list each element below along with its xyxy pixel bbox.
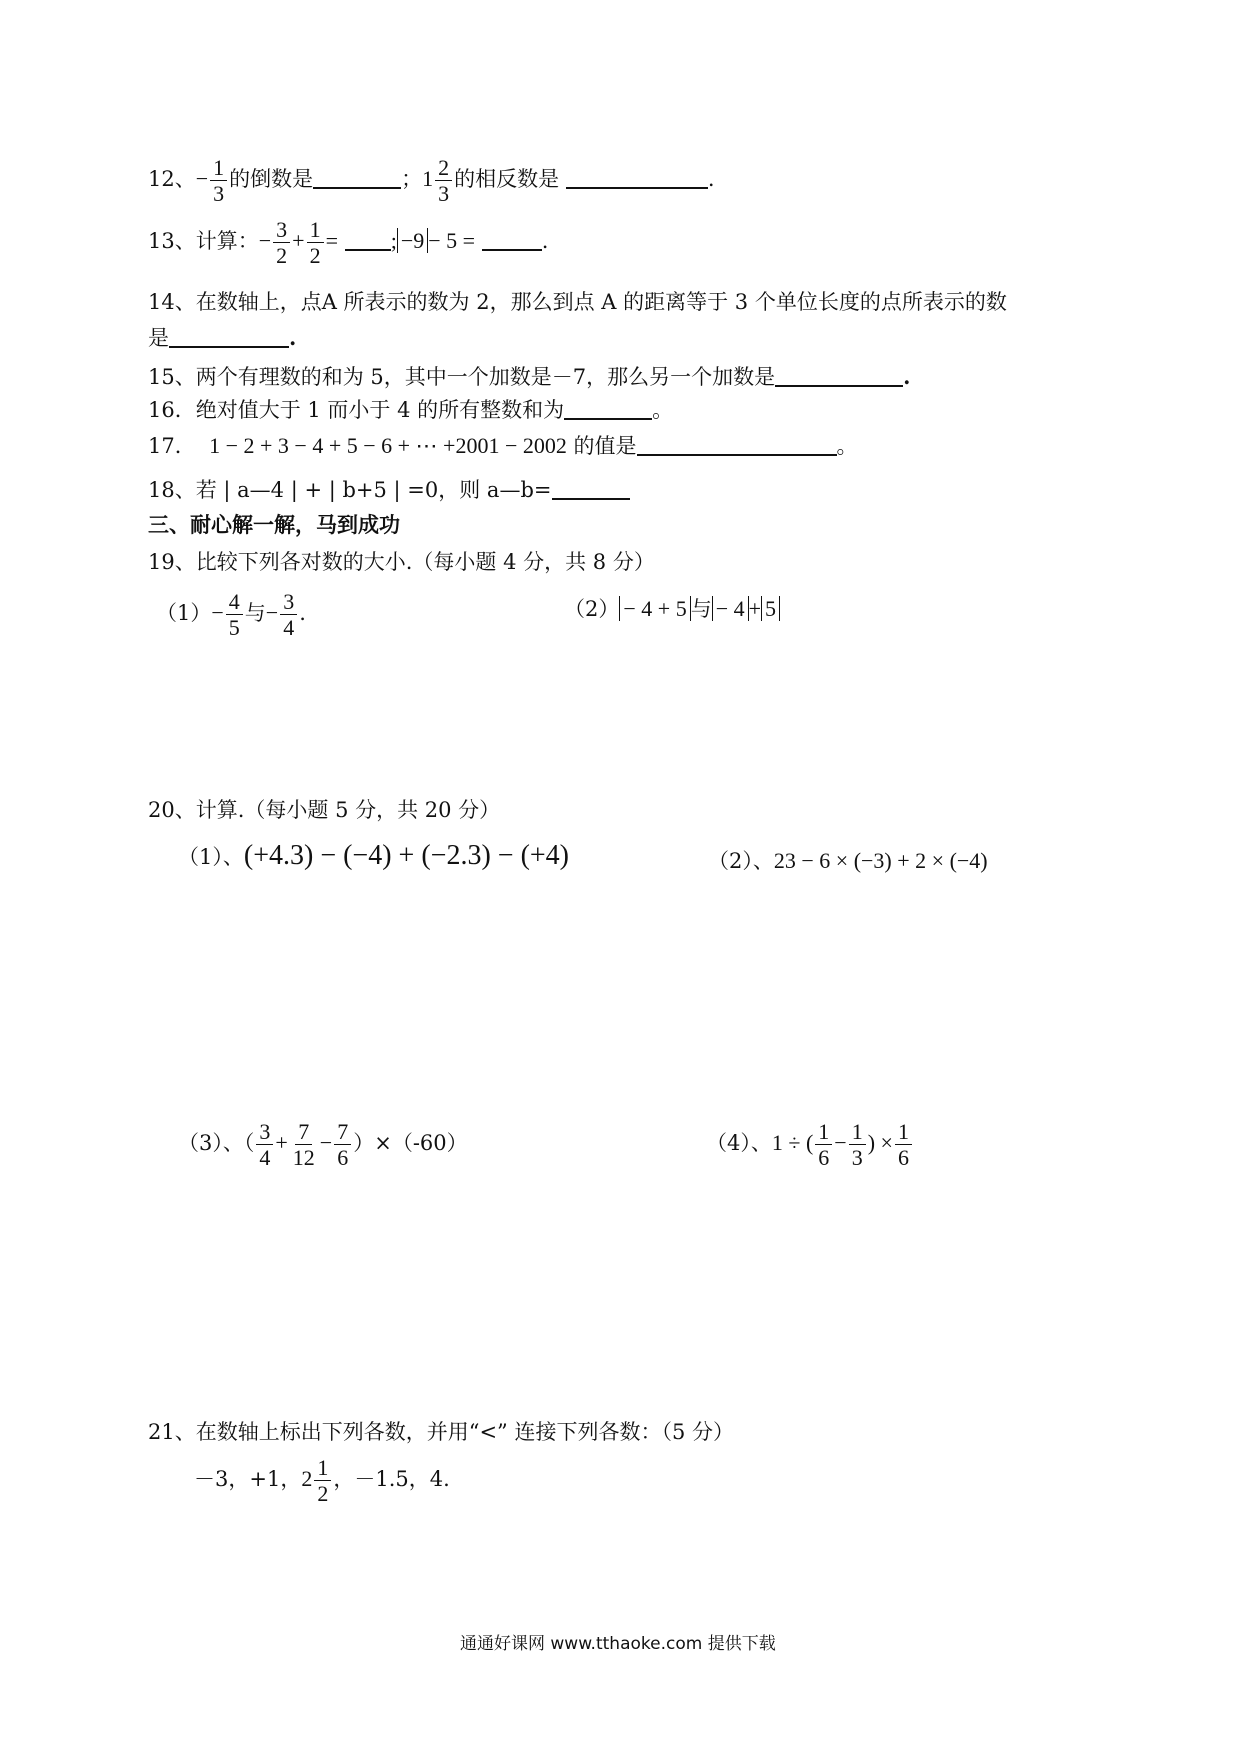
question-14-line1: [148, 292, 1007, 313]
question-text: 18、若 | a—4 | + | b+5 | =0，则 a—b=: [148, 478, 552, 502]
plus-sign: +: [275, 1130, 288, 1156]
question-21-numbers: [194, 1456, 450, 1505]
denominator: 6: [897, 1145, 909, 1171]
equals-sign: =: [325, 228, 338, 254]
fraction: [280, 590, 297, 639]
question-16: [148, 400, 673, 421]
expression-tail: ）×（-60）: [353, 1131, 468, 1156]
denominator: 2: [276, 243, 288, 269]
question-13: [148, 218, 548, 267]
denominator: 2: [309, 243, 321, 269]
numerator: 3: [273, 218, 290, 243]
question-19-part-2: [564, 598, 780, 620]
expression: − 5 =: [428, 228, 476, 254]
denominator: 12: [292, 1145, 315, 1171]
part-label: （3）、（: [178, 1131, 255, 1156]
question-number: 12、: [148, 167, 196, 192]
question-20-part-1: [178, 842, 569, 870]
question-text: 的相反数是: [454, 167, 560, 192]
answer-blank[interactable]: [564, 418, 652, 420]
question-21-heading: 21、在数轴上标出下列各数，并用“<” 连接下列各数：（5 分）: [148, 1420, 734, 1444]
denominator: 6: [818, 1145, 830, 1171]
numerator: 1: [895, 1120, 912, 1145]
answer-blank[interactable]: [775, 385, 903, 387]
answer-blank[interactable]: [637, 454, 837, 456]
question-text: 是: [148, 326, 169, 350]
question-19-heading: 19、比较下列各对数的大小.（每小题 4 分，共 8 分）: [148, 550, 655, 574]
fraction: [435, 156, 452, 205]
fraction: [314, 1456, 331, 1505]
expression: 1 ÷ (: [771, 1130, 814, 1156]
fraction: [849, 1120, 866, 1169]
numerator: 1: [849, 1120, 866, 1145]
period: .: [289, 325, 297, 350]
denominator: 6: [337, 1145, 349, 1171]
minus-sign: −: [834, 1130, 847, 1156]
question-20-part-3: [178, 1120, 468, 1169]
absolute-value: − 4 + 5: [619, 596, 690, 621]
denominator: 3: [213, 181, 225, 207]
period: .: [299, 601, 306, 626]
number-list: －3，+1，: [194, 1467, 302, 1492]
question-text: 的倒数是: [229, 167, 314, 192]
minus-sign: −: [265, 600, 279, 626]
separator: ;: [390, 228, 397, 254]
number-list: ，－1.5，4.: [333, 1467, 450, 1492]
part-label: （2）、: [708, 849, 774, 873]
minus-sign: −: [211, 600, 224, 626]
part-label: （4）、: [706, 1131, 772, 1156]
plus-sign: +: [748, 596, 762, 621]
page-footer: 通通好课网 www.tthaoke.com 提供下载: [460, 1634, 776, 1654]
absolute-value: −9: [397, 228, 428, 253]
part-label: （2）: [564, 597, 620, 621]
question-text: 15、两个有理数的和为 5，其中一个加数是－7，那么另一个加数是: [148, 365, 776, 389]
denominator: 5: [228, 615, 240, 641]
numerator: 7: [295, 1120, 312, 1145]
fraction: [256, 1120, 273, 1169]
period: 。: [836, 434, 858, 458]
numerator: 3: [256, 1120, 273, 1145]
expression: (+4.3) − (−4) + (−2.3) − (+4): [243, 840, 570, 871]
question-14-line2: [148, 327, 296, 349]
numerator: 1: [307, 218, 324, 243]
whole-part: 1: [422, 166, 434, 192]
plus-sign: +: [292, 228, 305, 254]
numerator: 1: [815, 1120, 832, 1145]
part-label: （1）、: [178, 845, 244, 869]
period: .: [541, 229, 549, 254]
question-20-part-4: [706, 1120, 914, 1169]
numerator: 1: [210, 156, 227, 181]
numerator: 3: [280, 590, 297, 615]
question-12: [148, 156, 715, 205]
answer-blank[interactable]: [169, 346, 289, 348]
fraction: [210, 156, 227, 205]
question-19-part-1: [156, 590, 306, 639]
denominator: 4: [283, 615, 295, 641]
fraction: [895, 1120, 912, 1169]
numerator: 7: [334, 1120, 351, 1145]
fraction: [307, 218, 324, 267]
answer-blank[interactable]: [552, 498, 630, 500]
absolute-value: − 4: [712, 596, 749, 621]
denominator: 2: [317, 1481, 329, 1507]
connector-text: 与: [244, 601, 266, 626]
part-label: （1）: [156, 601, 212, 626]
question-text: 的值是: [573, 434, 637, 458]
absolute-value: 5: [761, 596, 780, 621]
separator: ；: [401, 167, 423, 192]
question-number: 17．: [148, 434, 196, 458]
expression: 23 − 6 × (−3) + 2 × (−4): [773, 848, 988, 873]
section-heading: 三、耐心解一解，马到成功: [148, 512, 400, 537]
numerator: 2: [435, 156, 452, 181]
period: .: [903, 364, 911, 389]
answer-blank[interactable]: [482, 249, 542, 251]
question-18: [148, 480, 630, 501]
minus-sign: −: [319, 1130, 333, 1156]
fraction: [815, 1120, 832, 1169]
numerator: 1: [314, 1456, 331, 1481]
period: 。: [652, 398, 674, 422]
answer-blank[interactable]: [313, 187, 401, 189]
fraction: [290, 1120, 318, 1169]
fraction: [334, 1120, 351, 1169]
answer-blank[interactable]: [345, 249, 391, 251]
minus-sign: −: [258, 228, 272, 254]
question-15: [148, 366, 910, 388]
whole-part: 2: [301, 1466, 313, 1492]
expression: ) ×: [867, 1130, 893, 1156]
question-number: 13、计算：: [148, 229, 259, 254]
answer-blank[interactable]: [566, 187, 708, 189]
question-text: 16．绝对值大于 1 而小于 4 的所有整数和为: [148, 398, 565, 422]
period: .: [707, 167, 715, 192]
question-20-part-2: [708, 850, 988, 872]
question-text: 14、在数轴上，点A 所表示的数为 2，那么到点 A 的距离等于 3 个单位长度的点所表示的数: [148, 290, 1007, 314]
connector-text: 与: [690, 597, 712, 621]
fraction: [273, 218, 290, 267]
denominator: 4: [259, 1145, 271, 1171]
minus-sign: −: [195, 166, 209, 192]
denominator: 3: [438, 181, 450, 207]
fraction: [226, 590, 243, 639]
denominator: 3: [851, 1145, 863, 1171]
question-20-heading: 20、计算.（每小题 5 分，共 20 分）: [148, 798, 501, 822]
numerator: 4: [226, 590, 243, 615]
expression: 1 − 2 + 3 − 4 + 5 − 6 + ⋯ +2001 − 2002: [209, 433, 567, 458]
question-17: [148, 435, 858, 457]
